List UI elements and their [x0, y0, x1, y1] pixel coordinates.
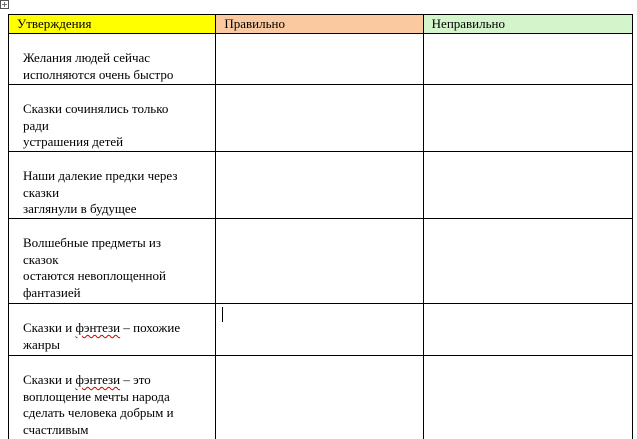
header-correct: [216, 15, 423, 34]
statement-text: [9, 356, 215, 438]
incorrect-cell[interactable]: [423, 85, 632, 152]
correct-cell[interactable]: [216, 219, 423, 304]
statement-text-part: Сказки и: [23, 320, 76, 335]
spellcheck-word[interactable]: фэнтези: [75, 320, 121, 335]
correct-cell[interactable]: [216, 152, 423, 219]
table-row: [9, 85, 633, 152]
incorrect-cell[interactable]: [423, 219, 632, 304]
table-move-handle-icon[interactable]: +: [1, 0, 8, 9]
statement-cell[interactable]: [9, 219, 216, 304]
table-row: [9, 304, 633, 356]
statement-cell[interactable]: [9, 152, 216, 219]
table-header-row: [9, 15, 633, 34]
statement-cell[interactable]: [9, 356, 216, 439]
correct-cell[interactable]: [216, 85, 423, 152]
statement-text: Сказки сочинялись только ради устрашения детей: [23, 101, 169, 149]
statement-cell[interactable]: [9, 34, 216, 85]
statement-text: Волшебные предметы из сказок остаются невоплощенной фантазией: [23, 235, 166, 300]
correct-cell[interactable]: [216, 304, 423, 356]
statement-text: [9, 304, 215, 353]
statement-text-part: – это воплощение мечты народа сделать человека добрым и счастливым: [23, 372, 174, 437]
incorrect-cell[interactable]: [423, 34, 632, 85]
incorrect-cell[interactable]: [423, 356, 632, 439]
statement-text-part: Сказки и: [23, 372, 76, 387]
table-row: [9, 152, 633, 219]
header-statements: [9, 15, 216, 34]
correct-cell[interactable]: [216, 34, 423, 85]
statement-text: Наши далекие предки через сказки заглянули в будущее: [23, 168, 178, 216]
header-incorrect-label: Неправильно: [431, 16, 506, 31]
statement-text-part: – похожие жанры: [23, 320, 181, 352]
correct-cell[interactable]: [216, 356, 423, 439]
table-row: [9, 219, 633, 304]
incorrect-cell[interactable]: [423, 304, 632, 356]
statement-cell[interactable]: [9, 85, 216, 152]
incorrect-cell[interactable]: [423, 152, 632, 219]
text-cursor: [222, 307, 223, 322]
statement-cell[interactable]: [9, 304, 216, 356]
spellcheck-word[interactable]: фэнтези: [75, 372, 121, 387]
table-row: [9, 34, 633, 85]
header-incorrect: [423, 15, 632, 34]
statements-table: [8, 14, 633, 439]
header-statements-label: Утверждения: [17, 16, 92, 31]
table-row: [9, 356, 633, 439]
header-correct-label: Правильно: [224, 16, 285, 31]
statement-text: Желания людей сейчас исполняются очень быстро: [23, 50, 174, 82]
